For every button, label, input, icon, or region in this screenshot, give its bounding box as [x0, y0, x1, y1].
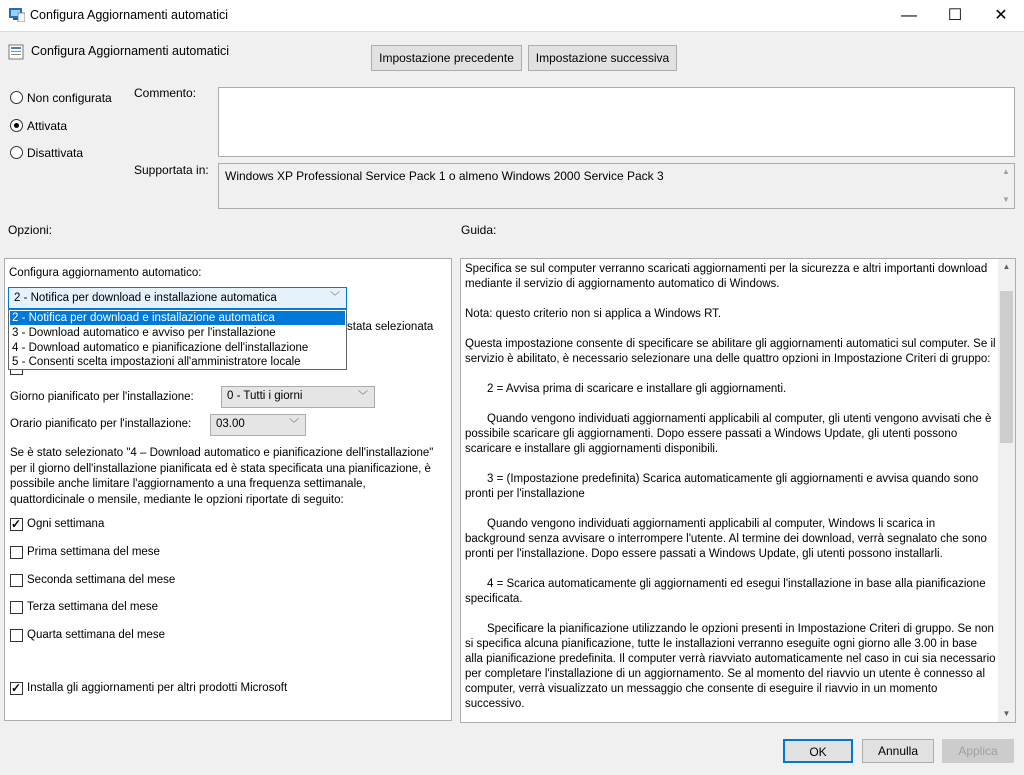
- help-paragraph: Quando vengono individuati aggiornamenti applicabili al computer, gli utenti vengono avvisati che è possibile scaricare gli aggiornamenti. Dopo essere passati a Windows Update, gli utenti possono scaricare e installare gli aggiornamenti disponibili.: [465, 413, 992, 455]
- title-bar: [0, 0, 1024, 32]
- chevron-down-icon: ﹀: [289, 419, 299, 430]
- third-week-label[interactable]: Terza settimana del mese: [27, 601, 159, 613]
- help-paragraph: Nota: questo criterio non si applica a Windows RT.: [465, 308, 722, 320]
- other-products-checkbox[interactable]: [10, 682, 23, 695]
- help-paragraph: 3 = (Impostazione predefinita) Scarica automaticamente gli aggiornamenti e avvisa quando sono pronti per l'installazione: [465, 473, 979, 500]
- help-text: [465, 262, 997, 723]
- dropdown-option[interactable]: 5 - Consenti scelta impostazioni all'amministratore locale: [12, 356, 301, 368]
- chevron-down-icon: ﹀: [330, 292, 340, 303]
- enabled-label[interactable]: Attivata: [27, 119, 68, 133]
- first-week-label[interactable]: Prima settimana del mese: [27, 546, 160, 558]
- scroll-down-icon[interactable]: ▼: [1002, 709, 1011, 718]
- help-paragraph: Specifica se sul computer verranno scaricati aggiornamenti per la sicurezza e altri importanti download mediante il servizio di aggiornamento automatico di Windows.: [465, 263, 988, 290]
- install-day-select[interactable]: [221, 386, 375, 408]
- help-label: Guida:: [461, 223, 497, 237]
- dropdown-option[interactable]: 4 - Download automatico e pianificazione dell'installazione: [12, 342, 309, 354]
- help-scrollbar[interactable]: [998, 259, 1015, 722]
- setting-title: Configura Aggiornamenti automatici: [31, 44, 230, 58]
- help-panel: [460, 258, 1016, 723]
- disabled-label[interactable]: Disattivata: [27, 146, 84, 160]
- auto-update-select[interactable]: [8, 287, 347, 309]
- options-label: Opzioni:: [8, 223, 53, 237]
- auto-update-value: 2 - Notifica per download e installazione automatica: [14, 292, 277, 304]
- scroll-down-icon[interactable]: ▼: [1002, 195, 1010, 204]
- every-week-checkbox[interactable]: [10, 518, 23, 531]
- enabled-radio[interactable]: [10, 119, 23, 132]
- dropdown-option[interactable]: 3 - Download automatico e avviso per l'installazione: [12, 327, 276, 339]
- group-policy-icon: [9, 8, 25, 22]
- cancel-button[interactable]: Annulla: [862, 739, 934, 763]
- second-week-label[interactable]: Seconda settimana del mese: [27, 574, 176, 586]
- next-setting-button[interactable]: Impostazione successiva: [528, 45, 677, 71]
- install-day-value: 0 - Tutti i giorni: [227, 390, 303, 402]
- help-paragraph: 4 = Scarica automaticamente gli aggiornamenti ed esegui l'installazione in base alla pianificazione specificata.: [465, 578, 986, 605]
- comment-label: Commento:: [134, 86, 197, 100]
- every-week-label[interactable]: Ogni settimana: [27, 518, 105, 530]
- scroll-up-icon[interactable]: ▲: [1002, 167, 1010, 176]
- install-time-label: Orario pianificato per l'installazione:: [10, 418, 192, 430]
- dropdown-option[interactable]: 2 - Notifica per download e installazione automatica: [10, 311, 345, 325]
- fourth-week-checkbox[interactable]: [10, 629, 23, 642]
- help-scroll-thumb[interactable]: [1000, 291, 1013, 443]
- supported-scrollbar[interactable]: [998, 164, 1014, 208]
- first-week-checkbox[interactable]: [10, 546, 23, 559]
- maximize-button[interactable]: ☐: [947, 7, 963, 24]
- comment-textarea[interactable]: [218, 87, 1015, 157]
- other-products-label[interactable]: Installa gli aggiornamenti per altri prodotti Microsoft: [27, 682, 288, 694]
- auto-update-dropdown-list: [8, 309, 347, 370]
- ok-button[interactable]: OK: [783, 739, 853, 763]
- supported-field: [218, 163, 1015, 209]
- minimize-button[interactable]: —: [901, 7, 917, 24]
- policy-setting-icon: [8, 44, 24, 60]
- install-time-select[interactable]: [210, 414, 306, 436]
- weekly-description: Se è stato selezionato "4 – Download automatico e pianificazione dell'installazione" per il giorno dell'installazione pianificata ed è stata specificata una pianificazione, è possibile anche limitare l'aggiornamento a una frequenza settimanale, quattordicinale o mensile, mediante le opzioni riportate di seguito:: [10, 447, 434, 506]
- supported-label: Supportata in:: [134, 163, 209, 177]
- window-title: Configura Aggiornamenti automatici: [30, 8, 229, 22]
- auto-update-label: Configura aggiornamento automatico:: [9, 267, 202, 279]
- disabled-radio[interactable]: [10, 146, 23, 159]
- not-configured-label[interactable]: Non configurata: [27, 91, 112, 105]
- help-paragraph: Questa impostazione consente di specificare se abilitare gli aggiornamenti automatici sul computer. Se il servizio è abilitato, è necessario selezionare una delle quattro opzioni in Impostazione Criteri di gruppo:: [465, 338, 996, 365]
- hidden-fragment-text: stata selezionata: [347, 321, 434, 333]
- not-configured-radio[interactable]: [10, 91, 23, 104]
- close-button[interactable]: ✕: [994, 7, 1008, 24]
- supported-value: Windows XP Professional Service Pack 1 o almeno Windows 2000 Service Pack 3: [225, 169, 664, 183]
- help-paragraph: Specificare la pianificazione utilizzando le opzioni presenti in Impostazione Criteri di gruppo. Se non si specifica alcuna pianificazione, tutte le installazioni verranno eseguite ogni giorno alle 3.00 in base alla pianificazione predefinita. Il computer verrà riavviato automaticamente nel caso in cui sia necessario per completare l'installazione di un aggiornamento. Se al momento del riavvio un utente è connesso al computer, verrà visualizzato un messaggio che consente di eseguire il riavvio in un momento successivo.: [465, 623, 996, 710]
- second-week-checkbox[interactable]: [10, 574, 23, 587]
- third-week-checkbox[interactable]: [10, 601, 23, 614]
- install-time-value: 03.00: [216, 418, 245, 430]
- fourth-week-label[interactable]: Quarta settimana del mese: [27, 629, 166, 641]
- chevron-down-icon: ﹀: [358, 391, 368, 402]
- apply-button[interactable]: Applica: [942, 739, 1014, 763]
- help-paragraph: Quando vengono individuati aggiornamenti applicabili al computer, Windows li scarica in background senza avvisare o interrompere l'utente. Al termine dei download, verrà segnalato che sono pronti per l'installazione. Dopo essere passati a Windows Update, gli utenti possono installarli.: [465, 518, 987, 560]
- help-paragraph: 2 = Avvisa prima di scaricare e installare gli aggiornamenti.: [487, 383, 787, 395]
- install-day-label: Giorno pianificato per l'installazione:: [10, 391, 194, 403]
- scroll-up-icon[interactable]: ▲: [1002, 262, 1011, 271]
- previous-setting-button[interactable]: Impostazione precedente: [371, 45, 522, 71]
